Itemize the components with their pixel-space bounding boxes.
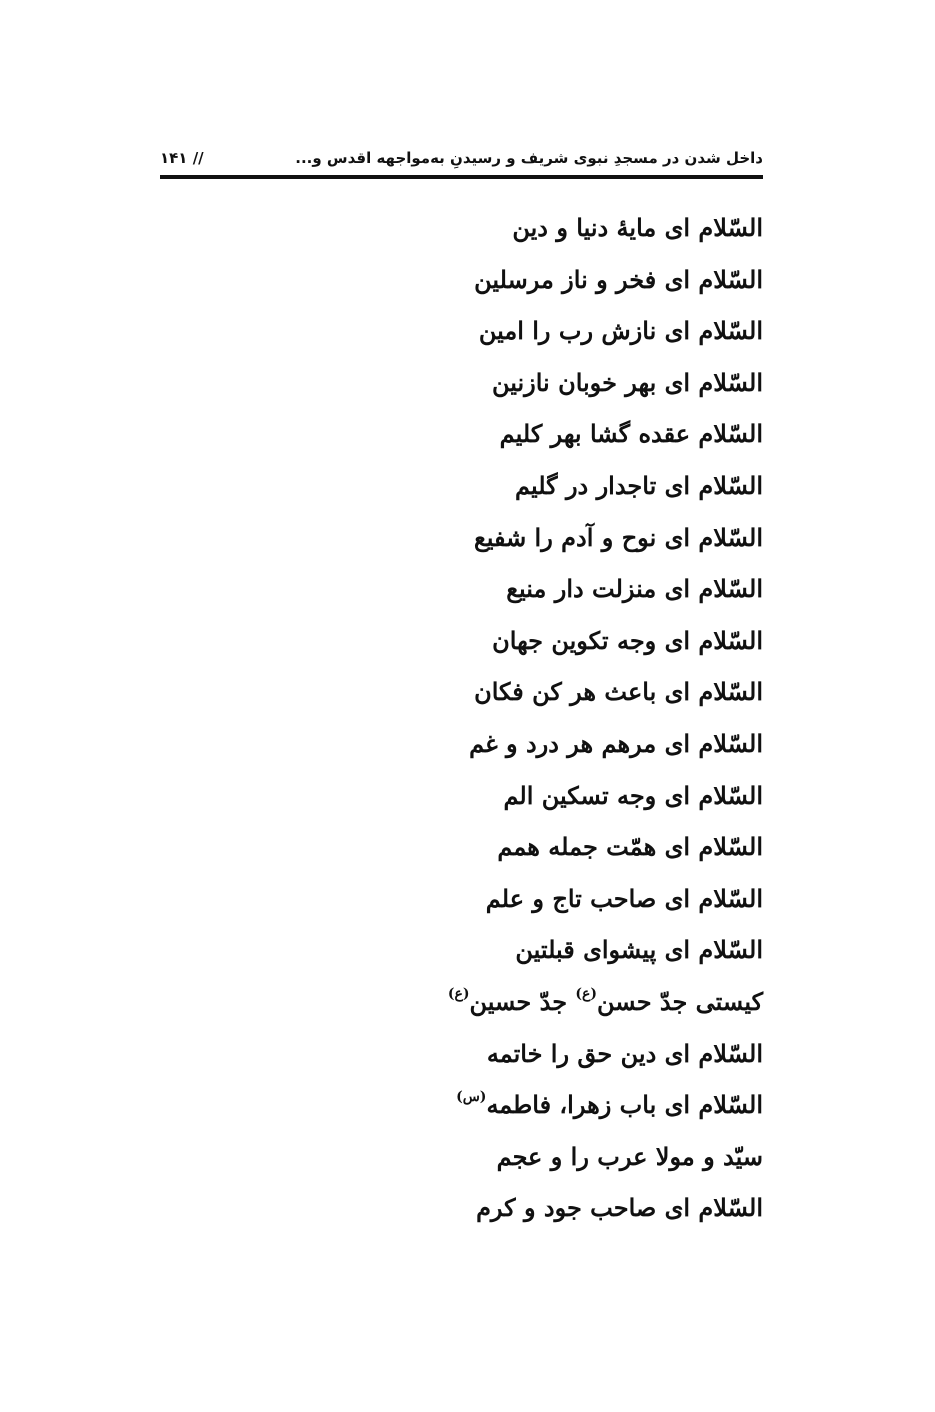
verse-19: سیّد و مولا عرب را و عجم [496,1141,763,1171]
verse-20: السّلام ای صاحب جود و کرم [476,1193,763,1223]
verse-17: السّلام ای دین حق را خاتمه [486,1038,763,1068]
verse-3: السّلام ای نازش رب را امین [478,316,763,346]
honorific-mark: (س) [456,1089,487,1106]
verse-10: السّلام ای باعث هر کن فکان [474,677,763,707]
verse-9: السّلام ای وجه تکوین جهان [492,625,763,655]
poem [343,202,763,1234]
page-number: // ۱۴۱ [160,149,204,167]
verse-16-part-a: کیستی جدّ حسن [597,986,763,1016]
verse-18-text: السّلام ای باب زهرا، فاطمه [486,1090,763,1120]
verse-4: السّلام ای بهر خوبان نازنین [491,367,763,397]
running-header-title: داخل شدن در مسجدِ نبوی شریف و رسیدنِ به‌مواجهه اقدس و... [295,149,763,167]
verse-16 [343,976,763,1028]
running-header [160,142,763,174]
verse-13: السّلام ای همّت جمله همم [497,832,763,862]
verse-12: السّلام ای وجه تسکین الم [503,780,763,810]
honorific-mark: (ع) [575,985,598,1002]
verse-18 [343,1079,763,1131]
verse-8: السّلام ای منزلت دار منیع [506,574,763,604]
verse-14: السّلام ای صاحب تاج و علم [485,883,763,913]
header-rule [160,175,763,179]
verse-1: السّلام ای مایهٔ دنیا و دین [512,213,763,242]
verse-16-part-b: جدّ حسین [469,986,576,1016]
verse-15: السّلام ای پیشوای قبلتین [515,935,763,965]
verse-6: السّلام ای تاجدار در گلیم [515,470,763,500]
honorific-mark: (ع) [447,985,470,1002]
verse-5: السّلام عقده گشا بهر کلیم [499,419,763,449]
verse-2: السّلام ای فخر و ناز مرسلین [474,264,763,294]
verse-7: السّلام ای نوح و آدم را شفیع [473,522,763,552]
verse-11: السّلام ای مرهم هر درد و غم [469,728,763,758]
